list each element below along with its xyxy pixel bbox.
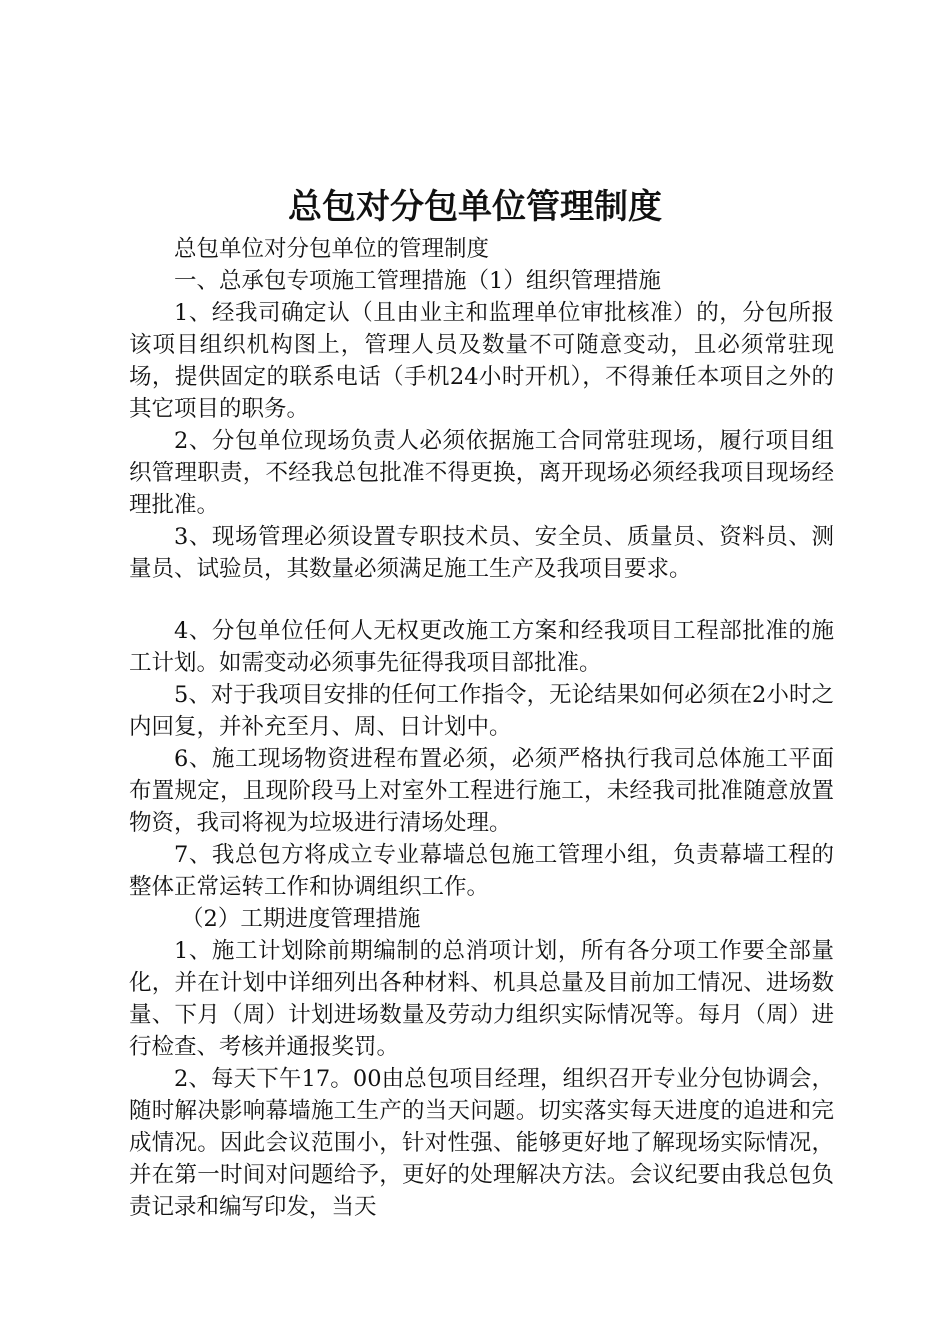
document-body <box>129 233 834 1223</box>
paragraph-item-5: 5、对于我项目安排的任何工作指令，无论结果如何必须在2小时之内回复，并补充至月、周、日计划中。 <box>129 682 834 740</box>
paragraph-schedule-2: 2、每天下午17。00由总包项目经理，组织召开专业分包协调会，随时解决影响幕墙施工生产的当天问题。切实落实每天进度的追进和完成情况。因此会议范围小，针对性强、能够更好地了解现场实际情况，并在第一时间对问题给予，更好的处理解决方法。会议纪要由我总包负责记录和编写印发，当天 <box>129 1066 834 1220</box>
paragraph-item-2: 2、分包单位现场负责人必须依据施工合同常驻现场，履行项目组织管理职责，不经我总包批准不得更换，离开现场必须经我项目现场经理批准。 <box>129 428 834 518</box>
paragraph-schedule-1: 1、施工计划除前期编制的总消项计划，所有各分项工作要全部量化，并在计划中详细列出各种材料、机具总量及目前加工情况、进场数量、下月（周）计划进场数量及劳动力组织实际情况等。每月（周）进行检查、考核并通报奖罚。 <box>129 938 834 1060</box>
paragraph-item-7: 7、我总包方将成立专业幕墙总包施工管理小组，负责幕墙工程的整体正常运转工作和协调组织工作。 <box>129 842 834 900</box>
paragraph-section-2: （2）工期进度管理措施 <box>181 906 421 932</box>
paragraph-item-4: 4、分包单位任何人无权更改施工方案和经我项目工程部批准的施工计划。如需变动必须事先征得我项目部批准。 <box>129 618 834 676</box>
paragraph-item-3: 3、现场管理必须设置专职技术员、安全员、质量员、资料员、测量员、试验员，其数量必须满足施工生产及我项目要求。 <box>129 524 834 582</box>
document-title: 总包对分包单位管理制度 <box>288 187 662 227</box>
paragraph-item-6: 6、施工现场物资进程布置必须，必须严格执行我司总体施工平面布置规定，且现阶段马上对室外工程进行施工，未经我司批准随意放置物资，我司将视为垃圾进行清场处理。 <box>129 746 834 836</box>
paragraph-item-1: 1、经我司确定认（且由业主和监理单位审批核准）的，分包所报该项目组织机构图上，管理人员及数量不可随意变动，且必须常驻现场，提供固定的联系电话（手机24小时开机），不得兼任本项目之外的其它项目的职务。 <box>129 300 834 422</box>
blank-line <box>129 585 834 615</box>
paragraph-heading: 总包单位对分包单位的管理制度 <box>174 236 490 262</box>
paragraph-section-1: 一、总承包专项施工管理措施（1）组织管理措施 <box>174 268 661 294</box>
